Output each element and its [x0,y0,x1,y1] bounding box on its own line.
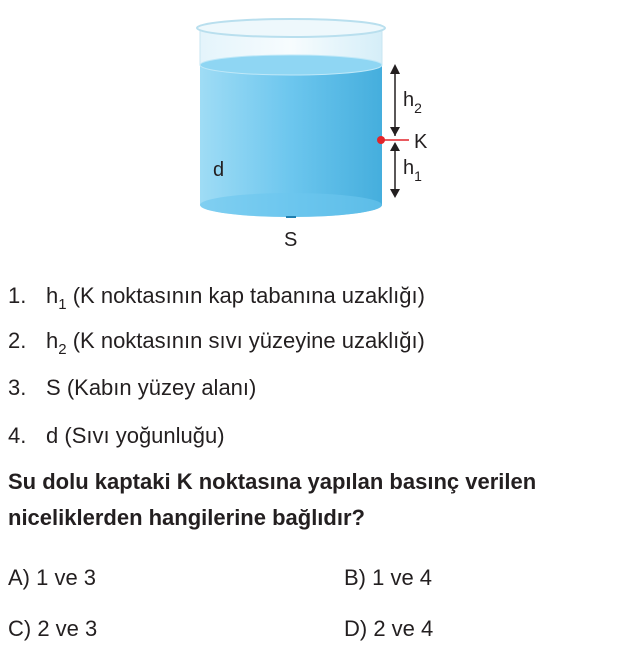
list-item-4: 4. d (Sıvı yoğunluğu) [8,423,225,448]
list-item-3: 3. S (Kabın yüzey alanı) [8,375,257,400]
option-d[interactable]: D) 2 ve 4 [344,616,434,641]
beaker-bottom [200,193,382,217]
list-item-1: 1. $h_1$ (K noktasının kap tabanına uzaklığı) [8,283,425,313]
h2-arrow [390,64,400,136]
list-item-2: 2. $h_2$ (K noktasının sıvı yüzeyine uzaklığı) [8,328,425,358]
h1-arrow [390,142,400,198]
water-surface [200,55,382,75]
area-label: S [284,229,298,251]
beaker-figure [0,0,622,260]
point-k-dot [377,136,385,144]
point-k-label: K [414,131,428,153]
option-a[interactable]: A) 1 ve 3 [8,565,97,590]
option-b[interactable]: B) 1 ve 4 [344,565,433,590]
beaker-rim [197,19,385,37]
option-c[interactable]: C) 2 ve 3 [8,616,98,641]
question-text: Su dolu kaptaki K noktasına yapılan basınç verilen niceliklerden hangilerine bağlıdır? [8,469,537,530]
h1-label: $h_1$ [403,157,422,184]
density-label: d [213,159,225,181]
h2-label: $h_2$ [403,89,422,116]
